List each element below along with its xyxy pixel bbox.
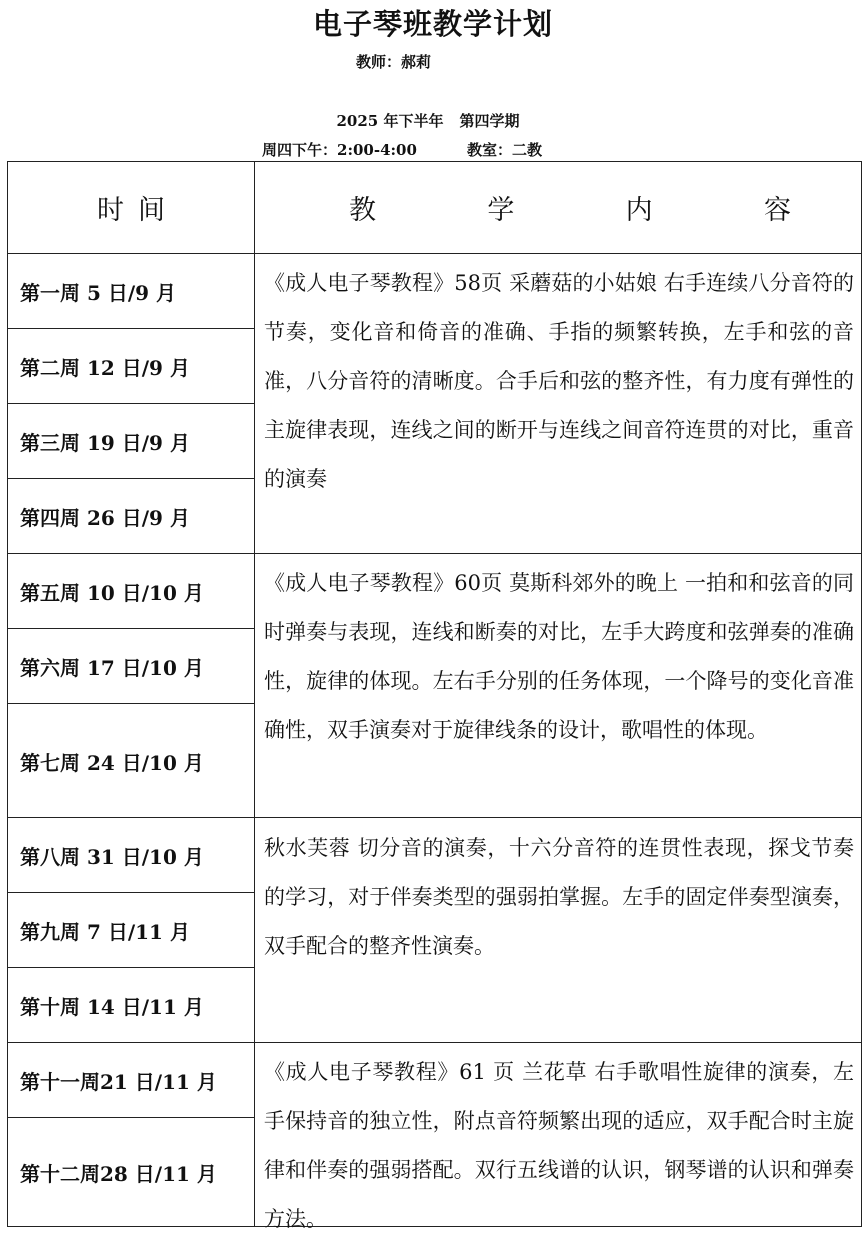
week-cell: 第七周 24 日/10 月 [20,750,204,775]
header-content-char: 学 [487,195,515,226]
header-time: 时间 [97,195,179,226]
week-cell: 第一周 5 日/9 月 [20,281,177,305]
column-divider [254,162,255,1226]
content-cell: 《成人电子琴教程》60页 莫斯科郊外的晚上 一拍和和弦音的同时弹奏与表现，连线和断奏的对比，左手大跨度和弦弹奏的准确性，旋律的体现。左右手分别的任务体现，一个降号的变化音准确性，双手演奏对于旋律线条的设计，歌唱性的体现。 [264,571,854,742]
week-cell: 第二周 12 日/9 月 [20,356,190,380]
week-cell: 第三周 19 日/9 月 [20,431,190,455]
term-semester: 第四学期 [459,112,520,130]
schedule-info [262,139,542,160]
term-year: 2025 年下半年 [336,112,444,130]
header-content [255,162,861,253]
content-cell: 秋水芙蓉 切分音的演奏，十六分音符的连贯性表现，探戈节奏的学习，对于伴奏类型的强弱拍掌握。左手的固定伴奏型演奏，双手配合的整齐性演奏。 [264,836,854,958]
class-time: 周四下午：2:00-4:00 [262,141,417,159]
header-content-char: 容 [763,195,791,226]
header-content-char: 内 [625,195,653,226]
week-cell: 第九周 7 日/11 月 [20,920,190,944]
week-cell: 第十周 14 日/11 月 [20,995,204,1019]
teacher-name: 教师：郝莉 [356,53,432,71]
content-cell: 《成人电子琴教程》58页 采蘑菇的小姑娘 右手连续八分音符的节奏，变化音和倚音的准确、手指的频繁转换，左手和弦的音准，八分音符的清晰度。合手后和弦的整齐性，有力度有弹性的主旋律表现，连线之间的断开与连线之间音符连贯的对比，重音的演奏 [264,271,854,491]
week-cell: 第十一周21 日/11 月 [20,1070,217,1094]
week-cell: 第五周 10 日/10 月 [20,581,204,605]
document-title: 电子琴班教学计划 [312,7,553,41]
week-cell: 第八周 31 日/10 月 [20,845,204,869]
term-info [0,110,856,131]
classroom: 教室：二教 [466,141,542,159]
week-cell: 第六周 17 日/10 月 [20,656,204,680]
week-cell: 第四周 26 日/9 月 [20,506,190,530]
teaching-plan-table [7,161,862,1231]
content-cell: 《成人电子琴教程》61 页 兰花草 右手歌唱性旋律的演奏，左手保持音的独立性，附点音符频繁出现的适应，双手配合时主旋律和伴奏的强弱搭配。双行五线谱的认识，钢琴谱的认识和弹奏方法。 [264,1060,854,1231]
week-cell: 第十二周28 日/11 月 [20,1161,217,1186]
header-content-char: 教 [349,195,376,226]
